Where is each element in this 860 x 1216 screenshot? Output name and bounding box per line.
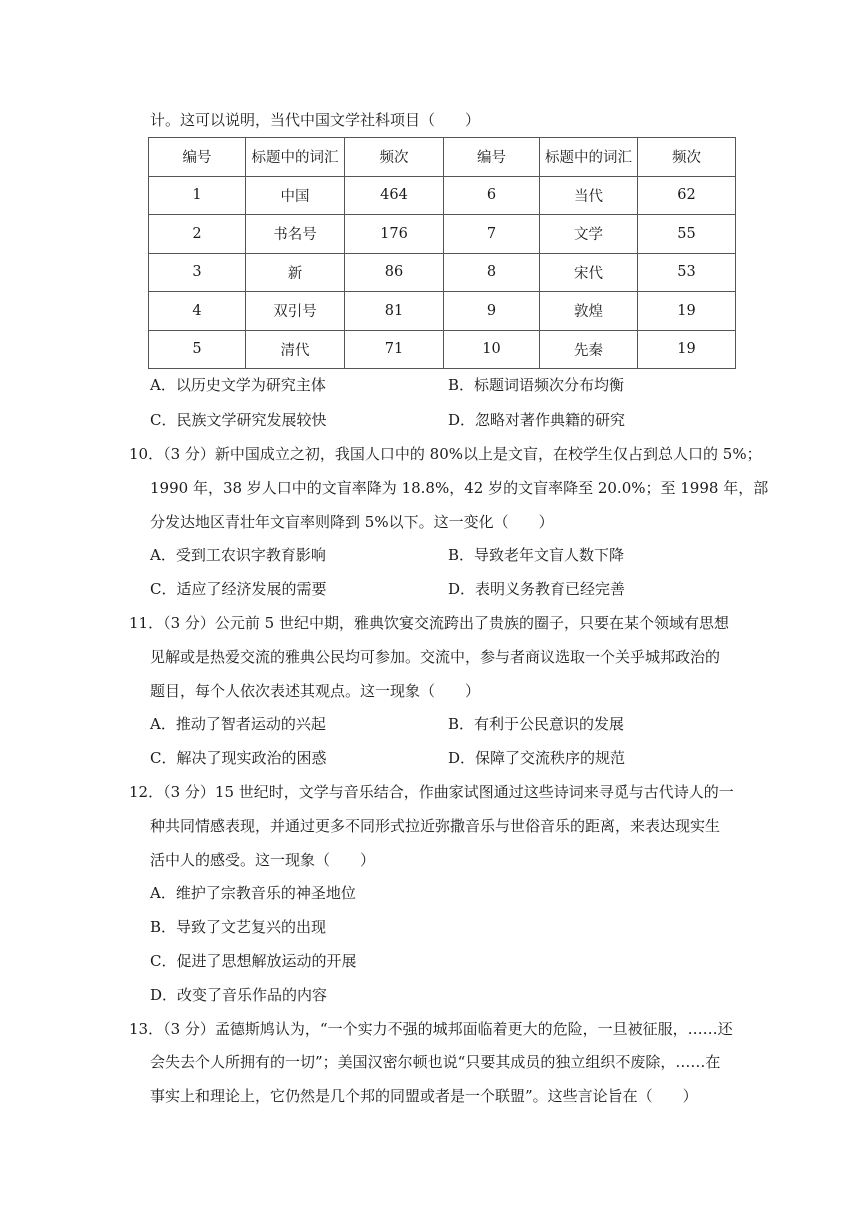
table-cell: 8 [444,253,540,292]
q12-option-d[interactable]: D．改变了音乐作品的内容 [150,986,328,1004]
table-header-cell: 频次 [638,138,736,177]
q10-stem-line: 分发达地区青壮年文盲率则降到 5%以下。这一变化（ ） [150,513,554,531]
table-cell: 9 [444,292,540,331]
frequency-table [148,137,736,369]
q9-option-c[interactable]: C．民族文学研究发展较快 [150,411,327,429]
table-cell: 文学 [540,215,638,254]
table-header-cell: 标题中的词汇 [540,138,638,177]
table-cell: 1 [149,176,246,215]
table-cell: 敦煌 [540,292,638,331]
q13-stem-line: 会失去个人所拥有的一切”；美国汉密尔顿也说“只要其成员的独立组织不废除，……在 [150,1053,721,1071]
table-cell: 双引号 [246,292,345,331]
table-cell: 19 [638,292,736,331]
table-cell: 10 [444,330,540,369]
table-cell: 53 [638,253,736,292]
table-cell: 55 [638,215,736,254]
table-cell: 2 [149,215,246,254]
q11-stem-line: 题目，每个人依次表述其观点。这一现象（ ） [150,682,481,700]
table-cell: 3 [149,253,246,292]
table-header-cell: 频次 [345,138,444,177]
table-cell: 464 [345,176,444,215]
q10-option-d[interactable]: D．表明义务教育已经完善 [448,580,626,598]
table-cell: 71 [345,330,444,369]
table-cell: 176 [345,215,444,254]
q12-option-a[interactable]: A．维护了宗教音乐的神圣地位 [150,884,356,902]
q10-option-a[interactable]: A．受到工农识字教育影响 [150,546,326,564]
q12-option-c[interactable]: C．促进了思想解放运动的开展 [150,952,357,970]
q9-option-b[interactable]: B．标题词语频次分布均衡 [448,376,625,394]
table-cell: 4 [149,292,246,331]
table-cell: 81 [345,292,444,331]
q12-option-b[interactable]: B．导致了文艺复兴的出现 [150,918,327,936]
table-header-cell: 编号 [444,138,540,177]
table-header-cell: 标题中的词汇 [246,138,345,177]
table-row [149,176,736,215]
table-cell: 当代 [540,176,638,215]
table-cell: 中国 [246,176,345,215]
q11-stem-line: 见解或是热爱交流的雅典公民均可参加。交流中，参与者商议选取一个关乎城邦政治的 [150,648,721,666]
table-cell: 先秦 [540,330,638,369]
q9-stem-tail: 计。这可以说明，当代中国文学社科项目（ ） [150,111,481,129]
table-cell: 书名号 [246,215,345,254]
q12-stem-line: 种共同情感表现，并通过更多不同形式拉近弥撒音乐与世俗音乐的距离，来表达现实生 [150,817,721,835]
q11-option-c[interactable]: C．解决了现实政治的困惑 [150,749,327,767]
q10-stem-line: 10．（3 分）新中国成立之初，我国人口中的 80%以上是文盲，在校学生仅占到总人口的 5%； [129,445,762,463]
q10-option-b[interactable]: B．导致老年文盲人数下降 [448,546,625,564]
table-row [149,253,736,292]
q12-stem-line: 12．（3 分）15 世纪时，文学与音乐结合，作曲家试图通过这些诗词来寻觅与古代诗人的一 [129,783,734,801]
q9-option-a[interactable]: A．以历史文学为研究主体 [150,376,326,394]
table-cell: 清代 [246,330,345,369]
q12-stem-line: 活中人的感受。这一现象（ ） [150,851,376,869]
q11-option-a[interactable]: A．推动了智者运动的兴起 [150,715,326,733]
q13-stem-line: 事实上和理论上，它仍然是几个邦的同盟或者是一个联盟”。这些言论旨在（ ） [150,1087,698,1105]
q11-option-d[interactable]: D．保障了交流秩序的规范 [448,749,626,767]
q9-option-d[interactable]: D．忽略对著作典籍的研究 [448,411,626,429]
table-cell: 宋代 [540,253,638,292]
q11-option-b[interactable]: B．有利于公民意识的发展 [448,715,625,733]
table-header-row [149,138,736,177]
table-cell: 6 [444,176,540,215]
table-header-cell: 编号 [149,138,246,177]
table-cell: 19 [638,330,736,369]
q11-stem-line: 11．（3 分）公元前 5 世纪中期，雅典饮宴交流跨出了贵族的圈子，只要在某个领域有思想 [129,614,729,632]
table-cell: 7 [444,215,540,254]
table-cell: 5 [149,330,246,369]
table-cell: 62 [638,176,736,215]
table-row [149,215,736,254]
table-row [149,292,736,331]
table-row [149,330,736,369]
q10-option-c[interactable]: C．适应了经济发展的需要 [150,580,327,598]
table-cell: 新 [246,253,345,292]
table-cell: 86 [345,253,444,292]
q10-stem-line: 1990 年，38 岁人口中的文盲率降为 18.8%，42 岁的文盲率降至 20.0%；至 1998 年，部 [150,479,769,497]
q13-stem-line: 13．（3 分）孟德斯鸠认为，“一个实力不强的城邦面临着更大的危险，一旦被征服，……还 [129,1020,733,1038]
